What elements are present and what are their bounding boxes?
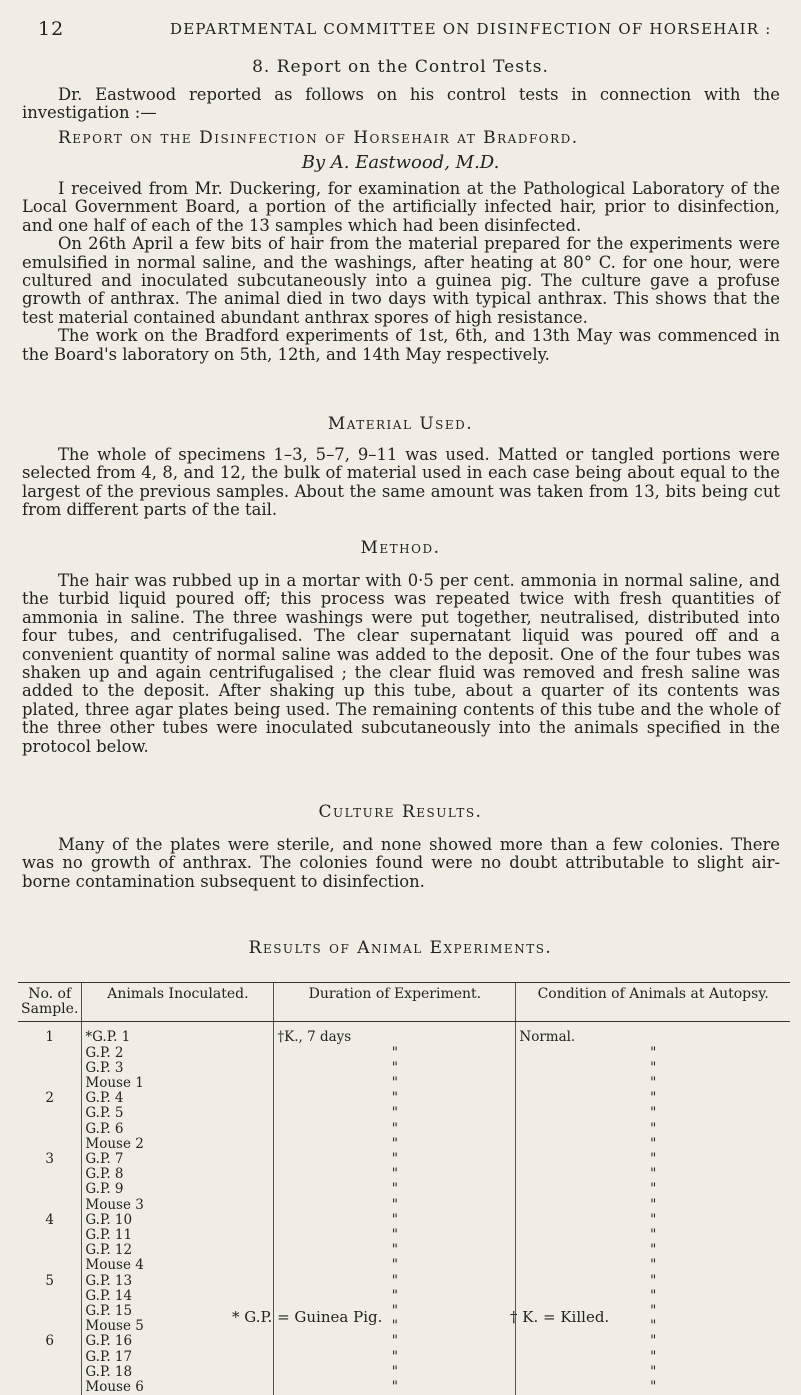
table-row <box>18 1304 790 1319</box>
table-row <box>18 1228 790 1243</box>
cell-sample <box>18 1258 82 1273</box>
cell-sample: 4 <box>45 1211 54 1228</box>
cell-animal: G.P. 12 <box>82 1243 274 1258</box>
cell-animal: G.P. 2 <box>82 1046 274 1061</box>
cell-animal: Mouse 3 <box>82 1198 274 1213</box>
table-row <box>18 1091 790 1106</box>
cell-condition: " <box>516 1137 790 1152</box>
table-row <box>18 1106 790 1121</box>
table-row <box>18 1182 790 1197</box>
cell-animal: G.P. 10 <box>82 1213 274 1228</box>
table-row <box>18 1046 790 1061</box>
culture-heading: Culture Results. <box>318 802 483 822</box>
cell-condition: " <box>516 1091 790 1106</box>
cell-sample <box>18 1350 82 1365</box>
cell-animal: G.P. 8 <box>82 1167 274 1182</box>
cell-condition: " <box>516 1061 790 1076</box>
table-row <box>18 1289 790 1304</box>
culture-text: Many of the plates were sterile, and none showed more than a few colonies. There was no growth of anthrax. The colonies found were no doubt attributable to slight air-borne contamination subsequent to disinfection. <box>22 835 780 891</box>
cell-duration: " <box>274 1319 516 1334</box>
cell-condition: " <box>516 1046 790 1061</box>
cell-condition: " <box>516 1106 790 1121</box>
table-row <box>18 1274 790 1289</box>
footnote-guinea-pig: * G.P. = Guinea Pig. <box>232 1308 383 1326</box>
running-title: DEPARTMENTAL COMMITTEE ON DISINFECTION OF HORSEHAIR : <box>170 20 772 38</box>
cell-animal: Mouse 4 <box>82 1258 274 1273</box>
col-header-animals: Animals Inoculated. <box>82 983 274 1022</box>
intro-text: Dr. Eastwood reported as follows on his control tests in connection with the investigation :— <box>22 85 780 123</box>
cell-condition: " <box>516 1122 790 1137</box>
cell-sample <box>18 1167 82 1182</box>
cell-sample <box>18 1304 82 1319</box>
cell-sample <box>18 1106 82 1121</box>
cell-sample <box>18 1046 82 1061</box>
cell-animal: Mouse 5 <box>82 1319 274 1334</box>
cell-sample <box>18 1198 82 1213</box>
cell-sample: 2 <box>45 1090 54 1107</box>
table-row <box>18 1243 790 1258</box>
table-row <box>18 1061 790 1076</box>
cell-duration: " <box>274 1152 516 1167</box>
cell-animal: Mouse 6 <box>82 1380 274 1395</box>
byline: By A. Eastwood, M.D. <box>301 152 500 173</box>
method-text: The hair was rubbed up in a mortar with 0·5 per cent. ammonia in normal saline, and the turbid liquid poured off; this process was repeated twice with fresh quantities of ammonia in saline. The three washings were put together, neutralised, distributed into four tubes, and centrifugalised. The clear supernatant liquid was poured off and a convenient quantity of normal saline was added to the deposit. One of the four tubes was shaken up and again centrifugalised ; the clear fluid was removed and fresh saline was added to the deposit. After shaking up this tube, about a quarter of its contents was plated, three agar plates being used. The remaining contents of this tube and the whole of the three other tubes were inoculated subcutaneously into the animals specified in the protocol below. <box>22 571 780 756</box>
cell-animal: G.P. 18 <box>82 1365 274 1380</box>
cell-condition: " <box>516 1213 790 1228</box>
cell-animal: Mouse 2 <box>82 1137 274 1152</box>
col-header-condition: Condition of Animals at Autopsy. <box>516 983 790 1022</box>
cell-condition: " <box>516 1350 790 1365</box>
cell-sample: 1 <box>45 1029 54 1046</box>
cell-condition: " <box>516 1243 790 1258</box>
cell-duration: " <box>274 1258 516 1273</box>
table-row <box>18 1319 790 1334</box>
table-row <box>18 1122 790 1137</box>
cell-condition: " <box>516 1258 790 1273</box>
cell-duration: " <box>274 1334 516 1349</box>
cell-animal: G.P. 14 <box>82 1289 274 1304</box>
table-row <box>18 1076 790 1091</box>
cell-duration: " <box>274 1228 516 1243</box>
material-heading: Material Used. <box>327 414 474 434</box>
table-row <box>18 1334 790 1349</box>
cell-sample <box>18 1380 82 1395</box>
table-row <box>18 1137 790 1152</box>
cell-sample: 3 <box>45 1151 54 1168</box>
cell-animal: G.P. 16 <box>82 1334 274 1349</box>
cell-duration: " <box>274 1046 516 1061</box>
cell-sample: 5 <box>45 1272 54 1289</box>
cell-condition: " <box>516 1198 790 1213</box>
cell-sample <box>18 1076 82 1091</box>
cell-duration: " <box>274 1243 516 1258</box>
cell-duration: " <box>274 1091 516 1106</box>
cell-duration: " <box>274 1198 516 1213</box>
cell-duration: " <box>274 1350 516 1365</box>
cell-condition: " <box>516 1304 790 1319</box>
page-number: 12 <box>38 18 65 40</box>
cell-condition: " <box>516 1152 790 1167</box>
cell-duration: " <box>274 1122 516 1137</box>
cell-sample <box>18 1228 82 1243</box>
material-text: The whole of specimens 1–3, 5–7, 9–11 was used. Matted or tangled portions were selected from 4, 8, and 12, the bulk of material used in each case being about equal to the largest of the previous samples. About the same amount was taken from 13, bits being cut from different parts of the tail. <box>22 445 780 520</box>
cell-animal: G.P. 5 <box>82 1106 274 1121</box>
cell-duration: " <box>274 1274 516 1289</box>
cell-condition: " <box>516 1380 790 1395</box>
table-row <box>18 1152 790 1167</box>
cell-condition: " <box>516 1319 790 1334</box>
cell-animal: G.P. 13 <box>82 1274 274 1289</box>
cell-animal: G.P. 15 <box>82 1304 274 1319</box>
cell-condition: " <box>516 1274 790 1289</box>
table-row <box>18 1167 790 1182</box>
cell-duration: " <box>274 1365 516 1380</box>
cell-animal: G.P. 9 <box>82 1182 274 1197</box>
cell-duration: " <box>274 1289 516 1304</box>
cell-animal: *G.P. 1 <box>82 1022 274 1046</box>
cell-duration: " <box>274 1167 516 1182</box>
cell-sample <box>18 1122 82 1137</box>
col-header-sample: No. of Sample. <box>18 983 82 1022</box>
col-header-duration: Duration of Experiment. <box>274 983 516 1022</box>
cell-animal: Mouse 1 <box>82 1076 274 1091</box>
cell-sample <box>18 1319 82 1334</box>
table-row <box>18 1380 790 1395</box>
cell-animal: G.P. 11 <box>82 1228 274 1243</box>
section-title: 8. Report on the Control Tests. <box>252 57 549 77</box>
cell-condition: " <box>516 1167 790 1182</box>
animal-heading: Results of Animal Experiments. <box>248 938 553 958</box>
cell-duration: " <box>274 1182 516 1197</box>
cell-animal: G.P. 3 <box>82 1061 274 1076</box>
cell-duration: " <box>274 1137 516 1152</box>
cell-duration: " <box>274 1304 516 1319</box>
footnote-killed: † K. = Killed. <box>510 1308 610 1326</box>
cell-sample <box>18 1365 82 1380</box>
cell-duration: " <box>274 1380 516 1395</box>
table-row <box>18 1022 790 1046</box>
cell-animal: G.P. 7 <box>82 1152 274 1167</box>
table-row <box>18 1350 790 1365</box>
cell-condition: " <box>516 1076 790 1091</box>
cell-sample <box>18 1289 82 1304</box>
cell-duration: " <box>274 1213 516 1228</box>
cell-sample: 6 <box>45 1333 54 1350</box>
method-heading: Method. <box>360 538 441 558</box>
cell-condition: Normal. <box>516 1022 790 1046</box>
cell-duration: †K., 7 days <box>274 1022 516 1046</box>
cell-animal: G.P. 4 <box>82 1091 274 1106</box>
table-row <box>18 1365 790 1380</box>
report-title: Report on the Disinfection of Horsehair at Bradford. <box>58 128 579 148</box>
table-row <box>18 1258 790 1273</box>
cell-animal: G.P. 17 <box>82 1350 274 1365</box>
cell-animal: G.P. 6 <box>82 1122 274 1137</box>
table-row <box>18 1198 790 1213</box>
cell-condition: " <box>516 1228 790 1243</box>
animal-results-table <box>18 982 790 1395</box>
cell-condition: " <box>516 1182 790 1197</box>
cell-condition: " <box>516 1365 790 1380</box>
cell-sample <box>18 1137 82 1152</box>
cell-sample <box>18 1061 82 1076</box>
table-row <box>18 1213 790 1228</box>
report-intro-paragraphs: I received from Mr. Duckering, for examination at the Pathological Laboratory of the Local Government Board, a portion of the artificially infected hair, prior to disinfection, and one half of each of the 13 samples which had been disinfected. On 26th April a few bits of hair from the material prepared for the experiments were emulsified in normal saline, and the washings, after heating at 80° C. for one hour, were cultured and inoculated subcutaneously into a guinea pig. The culture gave a profuse growth of anthrax. The animal died in two days with typical anthrax. This shows that the test material contained abundant anthrax spores of high resistance. The work on the Bradford experiments of 1st, 6th, and 13th May was commenced in the Board's laboratory on 5th, 12th, and 14th May respectively. <box>22 179 780 364</box>
page-header <box>38 18 781 42</box>
cell-condition: " <box>516 1334 790 1349</box>
cell-sample <box>18 1182 82 1197</box>
table-header-row <box>18 983 790 1022</box>
cell-sample <box>18 1243 82 1258</box>
cell-duration: " <box>274 1076 516 1091</box>
cell-condition: " <box>516 1289 790 1304</box>
cell-duration: " <box>274 1061 516 1076</box>
cell-duration: " <box>274 1106 516 1121</box>
